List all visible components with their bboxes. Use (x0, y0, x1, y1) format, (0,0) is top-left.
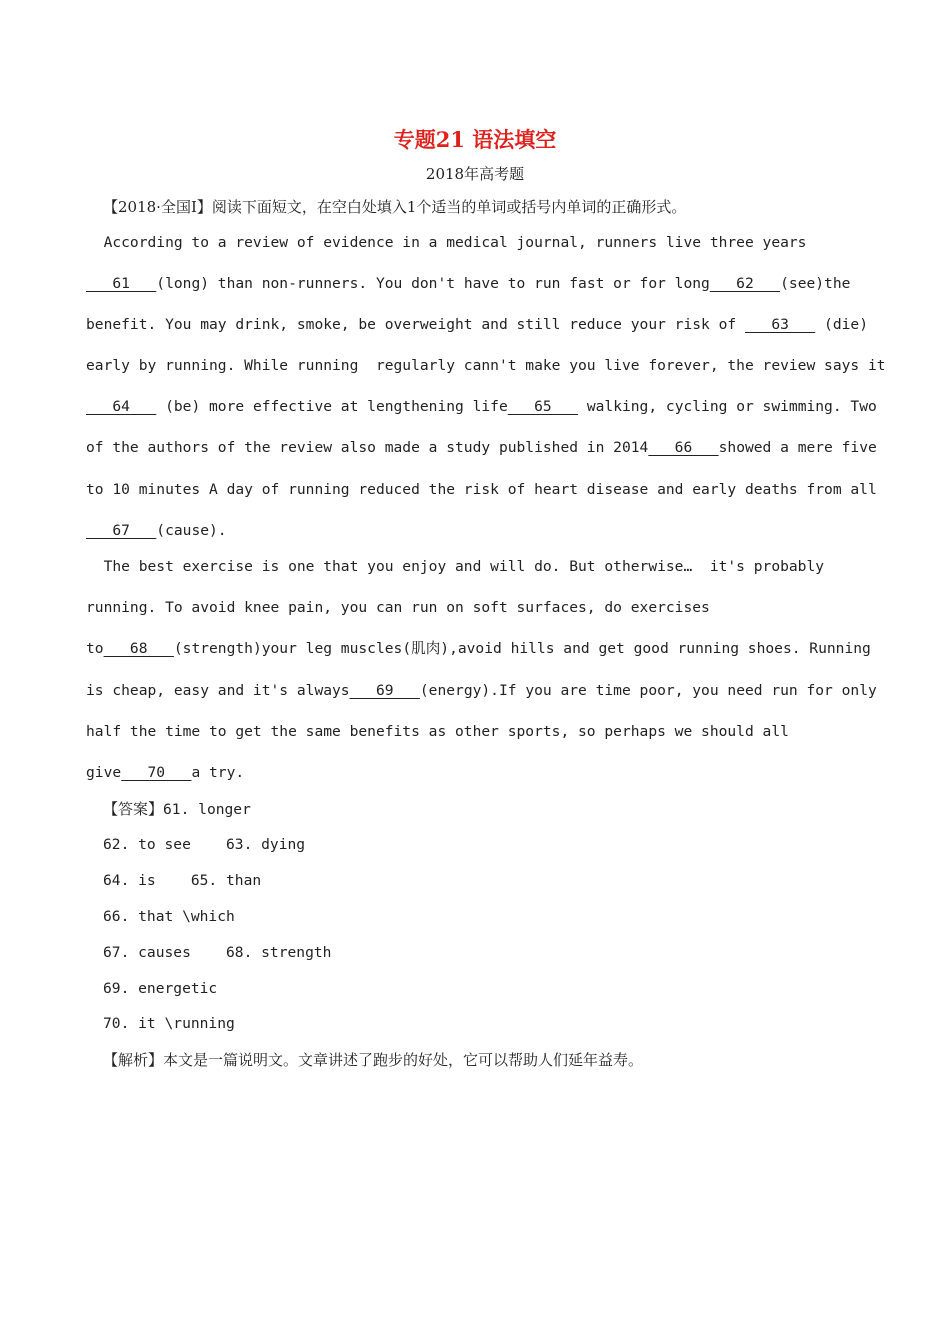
blank-61: 61 (86, 275, 157, 292)
passage-line-6 (86, 438, 877, 458)
blank-64: 64 (86, 398, 157, 415)
passage-line-14 (86, 763, 244, 783)
passage-text: showed a mere five (718, 439, 877, 456)
blank-66: 66 (648, 439, 719, 456)
passage-line-11 (86, 639, 871, 659)
passage-line-9: The best exercise is one that you enjoy and will do. But otherwise… it's probably (86, 558, 825, 575)
passage-text: (long) than non-runners. You don't have to run fast or for long (156, 275, 710, 292)
passage-text: (be) more effective at lengthening life (156, 398, 508, 415)
blank-68: 68 (103, 640, 174, 657)
passage-line-5 (86, 397, 877, 417)
passage-line-10: running. To avoid knee pain, you can run on soft surfaces, do exercises (86, 599, 710, 616)
answer-line-1 (103, 799, 251, 820)
passage-text: (die) (815, 316, 868, 333)
blank-69: 69 (349, 682, 420, 699)
instruction: 【2018·全国I】阅读下面短文，在空白处填入1个适当的单词或括号内单词的正确形式。 (103, 198, 687, 216)
passage-line-3 (86, 315, 868, 335)
page-title: 专题21 语法填空 (393, 127, 557, 152)
page-subtitle: 2018年高考题 (425, 165, 525, 183)
passage-text: give (86, 764, 122, 781)
passage-text: (see)the (780, 275, 851, 292)
blank-67: 67 (86, 522, 157, 539)
answer-line-6: 69. energetic (103, 980, 218, 997)
passage-text: of the authors of the review also made a study published in 2014 (86, 439, 649, 456)
passage-line-8 (86, 521, 227, 541)
answer-61: 61. longer (163, 801, 251, 818)
passage-text: a try. (191, 764, 245, 781)
passage-line-12 (86, 681, 877, 701)
answer-line-7: 70. it \running (103, 1015, 235, 1032)
analysis-text: 本文是一篇说明文。文章讲述了跑步的好处，它可以帮助人们延年益寿。 (163, 1051, 644, 1069)
passage-line-2 (86, 274, 850, 294)
blank-63: 63 (744, 316, 816, 333)
answer-label: 【答案】 (103, 800, 164, 818)
blank-62: 62 (709, 275, 781, 292)
passage-text: benefit. You may drink, smoke, be overweight and still reduce your risk of (86, 316, 745, 333)
passage-line-4: early by running. While running regularly cann't make you live forever, the review says it (86, 357, 886, 374)
answer-line-4: 66. that \which (103, 908, 235, 925)
answer-line-2: 62. to see 63. dying (103, 836, 306, 853)
passage-text: walking, cycling or swimming. Two (578, 398, 877, 415)
answer-line-5: 67. causes 68. strength (103, 944, 332, 961)
blank-70: 70 (121, 764, 192, 781)
analysis (103, 1050, 643, 1070)
passage-text: is cheap, easy and it's always (86, 682, 350, 699)
blank-65: 65 (507, 398, 579, 415)
analysis-label: 【解析】 (103, 1051, 164, 1069)
passage-text: (energy).If you are time poor, you need run for only (419, 682, 877, 699)
passage-line-13: half the time to get the same benefits as other sports, so perhaps we should all (86, 723, 789, 740)
passage-line-7: to 10 minutes A day of running reduced the risk of heart disease and early deaths from all (86, 481, 877, 498)
passage-line-1: According to a review of evidence in a medical journal, runners live three years (86, 234, 807, 251)
passage-text: to (86, 640, 104, 657)
passage-text: (cause). (156, 522, 227, 539)
passage-text: (strength)your leg muscles(肌肉),avoid hills and get good running shoes. Running (173, 640, 871, 657)
answer-line-3: 64. is 65. than (103, 872, 262, 889)
